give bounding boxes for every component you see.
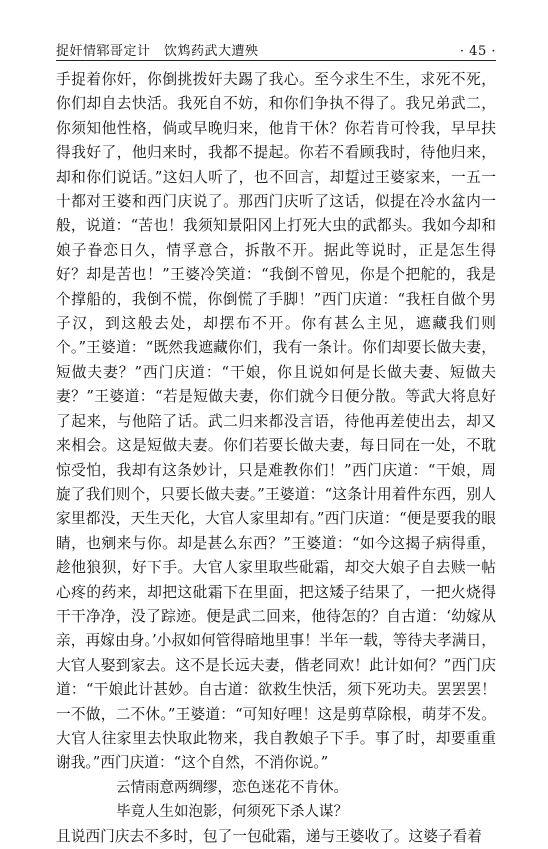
- poem-line: 云情雨意两绸缪，恋色迷花不肯休。: [116, 779, 348, 796]
- running-header: [56, 40, 496, 59]
- chapter-title: 捉奸情郓哥定计 饮鸩药武大遭殃: [56, 44, 259, 59]
- paragraph: 且说西门庆去不多时，包了一包砒霜，递与王婆收了。这婆子看着: [56, 827, 482, 845]
- page-number: · 45 ·: [459, 44, 496, 59]
- header-rule: [56, 60, 496, 61]
- poem-line: 毕竟人生如泡影，何须死下杀人谋？: [116, 804, 348, 821]
- body-text: [56, 68, 496, 849]
- paragraph: 手捉着你奸，你倒挑拨奸夫踢了我心。至今求生不生，求死不死，你们却自去快活。我死自不妨，和你们争执不得了。我兄弟武二，你须知他性格，倘或早晚归来，他肯干休？你若肯可怜我，早早扶得我好了，他归来时，我都不提起。你若不看顾我时，待他归来，却和你们说话。”这妇人听了，也不回言，却踅过王婆家来，一五一十都对王婆和西门庆说了。那西门庆听了这话，似提在冷水盆内一般，说道：“苦也！我须知景阳冈上打死大虫的武都头。我如今却和娘子眷恋日久，情孚意合，拆散不开。据此等说时，正是怎生得好？却是苦也！”王婆冷笑道：“我倒不曾见，你是个把舵的，我是个撑船的，我倒不慌，你倒慌了手脚！”西门庆道：“我枉自做个男子汉，到这般去处，却摆布不开。你有甚么主见，遮藏我们则个。”王婆道：“既然我遮藏你们，我有一条计。你们却要长做夫妻，短做夫妻？”西门庆道：“干娘，你且说如何是长做夫妻、短做夫妻？”王婆道：“若是短做夫妻，你们就今日便分散。等武大将息好了起来，与他陪了话。武二归来都没言语，待他再差使出去，却又来相会。这是短做夫妻。你们若要长做夫妻，每日同在一处，不耽惊受怕，我却有这条妙计，只是难教你们！”西门庆道：“干娘，周旋了我们则个，只要长做夫妻。”王婆道：“这条计用着件东西，别人家里都没，天生天化，大官人家里却有。”西门庆道：“便是要我的眼睛，也剜来与你。却是甚么东西？”王婆道：“如今这揭子病得重，趁他狼狈，好下手。大官人家里取些砒霜，却交大娘子自去赎一帖心疼的药来，却把这砒霜下在里面，把这矮子结果了，一把火烧得干干净净，没了踪迹。便是武二回来，他待怎的？自古道：‘幼嫁从亲，再嫁由身。’小叔如何管得暗地里事！半年一载，等待夫孝满日，大官人娶到家去。这不是长远夫妻，偕老同欢！此计如何？”西门庆道：“干娘此计甚妙。自古道：欲救生快活，须下死功夫。罢罢罢！一不做，二不休。”王婆道：“可知好哩！这是剪草除根，萌芽不发。大官人往家里去快取此物来，我自教娘子下手。事了时，却要重重谢我。”西门庆道：“这个自然，不消你说。”: [56, 71, 496, 772]
